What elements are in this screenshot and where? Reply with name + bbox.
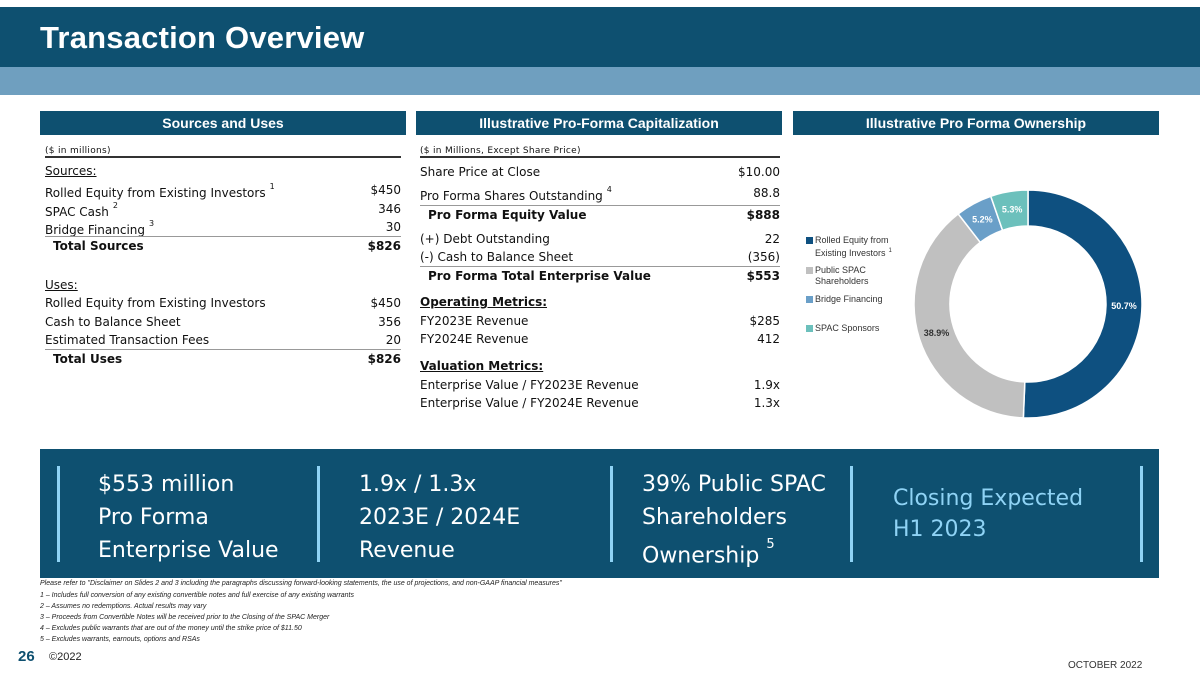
sources-uses-table: [45, 140, 401, 375]
row-value: 1.9x: [753, 378, 780, 392]
row-value: 356: [378, 315, 401, 329]
row-label: Pro Forma Shares Outstanding: [420, 189, 603, 203]
row-value: $450: [370, 296, 401, 310]
donut-data-label: 5.2%: [972, 214, 993, 225]
row-value: 1.3x: [753, 396, 780, 410]
donut-data-label: 50.7%: [1111, 300, 1137, 311]
footnote: 2 – Assumes no redemptions. Actual results may vary: [40, 603, 207, 610]
total-row: [420, 206, 780, 224]
row-value: 30: [385, 220, 401, 234]
row-value: 88.8: [753, 186, 780, 200]
total-label: Total Sources: [53, 239, 144, 253]
table-row: [420, 163, 780, 181]
total-row: [45, 350, 401, 368]
banner-divider: [850, 466, 853, 562]
legend-swatch: [806, 237, 813, 244]
row-label: (+) Debt Outstanding: [420, 232, 550, 246]
footnote: Please refer to "Disclaimer on Slides 2 and 3 including the paragraphs discussing forward-looking statements, the use of projections, and non-GAAP financial measures": [40, 580, 562, 587]
table-row: [45, 331, 401, 349]
sources-heading: Sources:: [45, 164, 97, 178]
unit-note: ($ in Millions, Except Share Price): [420, 146, 581, 156]
page-number: 26: [18, 648, 35, 665]
row-value: $450: [370, 183, 401, 197]
row-label: SPAC Cash: [45, 205, 109, 219]
copyright: ©2022: [49, 651, 82, 663]
banner-divider: [317, 466, 320, 562]
highlight-revenue-multiple: [359, 468, 520, 567]
row-value: 412: [757, 332, 780, 346]
ownership-header: Illustrative Pro Forma Ownership: [793, 111, 1159, 135]
date: OCTOBER 2022: [1068, 660, 1143, 671]
table-row: [420, 312, 780, 330]
row-label: Pro Forma Total Enterprise Value: [428, 269, 651, 283]
footnote: 5 – Excludes warrants, earnouts, options and RSAs: [40, 636, 200, 643]
highlight-line: 2023E / 2024E: [359, 505, 521, 530]
legend-label: Public SPAC Shareholders: [815, 265, 869, 286]
operating-heading: Operating Metrics:: [420, 295, 548, 309]
row-label: (-) Cash to Balance Sheet: [420, 250, 574, 264]
total-value: $826: [367, 239, 401, 253]
page-title: Transaction Overview: [40, 20, 365, 55]
row-value: $10.00: [738, 165, 780, 179]
sources-uses-header: Sources and Uses: [40, 111, 406, 135]
row-value: $888: [746, 208, 780, 222]
footnote-ref: 4: [606, 185, 612, 194]
unit-note: ($ in millions): [45, 146, 111, 156]
legend-label: Bridge Financing: [815, 294, 883, 304]
legend-label: SPAC Sponsors: [815, 323, 880, 333]
footnote: 3 – Proceeds from Convertible Notes will be received prior to the Closing of the SPAC Merger: [40, 614, 330, 621]
total-label: Total Uses: [53, 352, 123, 366]
row-label: FY2023E Revenue: [420, 314, 529, 328]
highlight-line: Revenue: [359, 538, 455, 563]
table-row: [420, 248, 780, 266]
footnote-ref: 5: [766, 537, 775, 552]
row-label: Enterprise Value / FY2023E Revenue: [420, 378, 639, 392]
table-row: [45, 313, 401, 331]
total-value: $826: [367, 352, 401, 366]
row-label: Estimated Transaction Fees: [45, 333, 210, 347]
divider: [45, 156, 401, 158]
highlight-ownership: [642, 468, 826, 572]
row-value: 20: [385, 333, 401, 347]
divider: [420, 156, 780, 158]
donut-data-label: 38.9%: [923, 328, 950, 339]
row-value: 22: [764, 232, 780, 246]
valuation-heading: Valuation Metrics:: [420, 359, 544, 373]
footnote-ref: 3: [149, 219, 155, 228]
highlight-line: $553 million: [98, 472, 235, 497]
row-label: Enterprise Value / FY2024E Revenue: [420, 396, 639, 410]
footnote-ref: 1: [888, 248, 892, 254]
row-label: Rolled Equity from Existing Investors: [45, 186, 266, 200]
highlight-line: 39% Public SPAC: [642, 472, 826, 497]
banner-divider: [57, 466, 60, 562]
table-row: [420, 394, 780, 412]
legend-swatch: [806, 325, 813, 332]
highlight-enterprise-value: [98, 468, 279, 567]
row-label: Pro Forma Equity Value: [428, 208, 587, 222]
highlight-line: H1 2023: [893, 517, 987, 542]
uses-heading: Uses:: [45, 278, 78, 292]
row-label: Bridge Financing: [45, 223, 146, 237]
total-row: [45, 237, 401, 255]
legend-swatch: [806, 296, 813, 303]
table-row: [420, 376, 780, 394]
row-value: (356): [747, 250, 780, 264]
table-row: [45, 294, 401, 312]
table-row: [45, 200, 401, 218]
row-label: FY2024E Revenue: [420, 332, 529, 346]
highlight-line: Enterprise Value: [98, 538, 279, 563]
row-value: 346: [378, 202, 401, 216]
highlight-line: 1.9x / 1.3x: [359, 472, 477, 497]
row-label: Cash to Balance Sheet: [45, 315, 181, 329]
table-row: [420, 230, 780, 248]
ownership-donut-chart: [900, 188, 1156, 424]
highlight-line: Closing Expected: [893, 486, 1084, 511]
footnote-ref: 1: [269, 182, 275, 191]
donut-slice: [914, 214, 1025, 418]
subtitle-bar: [0, 67, 1200, 95]
donut-data-label: 5.3%: [1001, 204, 1023, 215]
banner-divider: [610, 466, 613, 562]
highlight-closing: [893, 483, 1083, 545]
legend-label: Rolled Equity from Existing Investors: [815, 235, 889, 258]
legend-swatch: [806, 267, 813, 274]
footnote: 4 – Excludes public warrants that are out of the money until the strike price of $11.50: [40, 625, 302, 632]
table-row: [420, 184, 780, 202]
capitalization-header: Illustrative Pro-Forma Capitalization: [416, 111, 782, 135]
table-row: [420, 330, 780, 348]
highlight-line: Pro Forma: [98, 505, 209, 530]
row-label: Share Price at Close: [420, 165, 541, 179]
banner-divider: [1140, 466, 1143, 562]
footnote: 1 – Includes full conversion of any existing convertible notes and full exercise of any existing warrants: [40, 592, 355, 599]
capitalization-table: [420, 140, 780, 415]
highlight-line: Shareholders: [642, 505, 788, 530]
highlight-line: Ownership: [642, 543, 760, 569]
row-value: $285: [749, 314, 780, 328]
row-label: Rolled Equity from Existing Investors: [45, 296, 266, 310]
row-value: $553: [746, 269, 780, 283]
footnote-ref: 2: [112, 201, 118, 210]
table-row: [45, 218, 401, 236]
total-row: [420, 267, 780, 285]
table-row: [45, 181, 401, 199]
